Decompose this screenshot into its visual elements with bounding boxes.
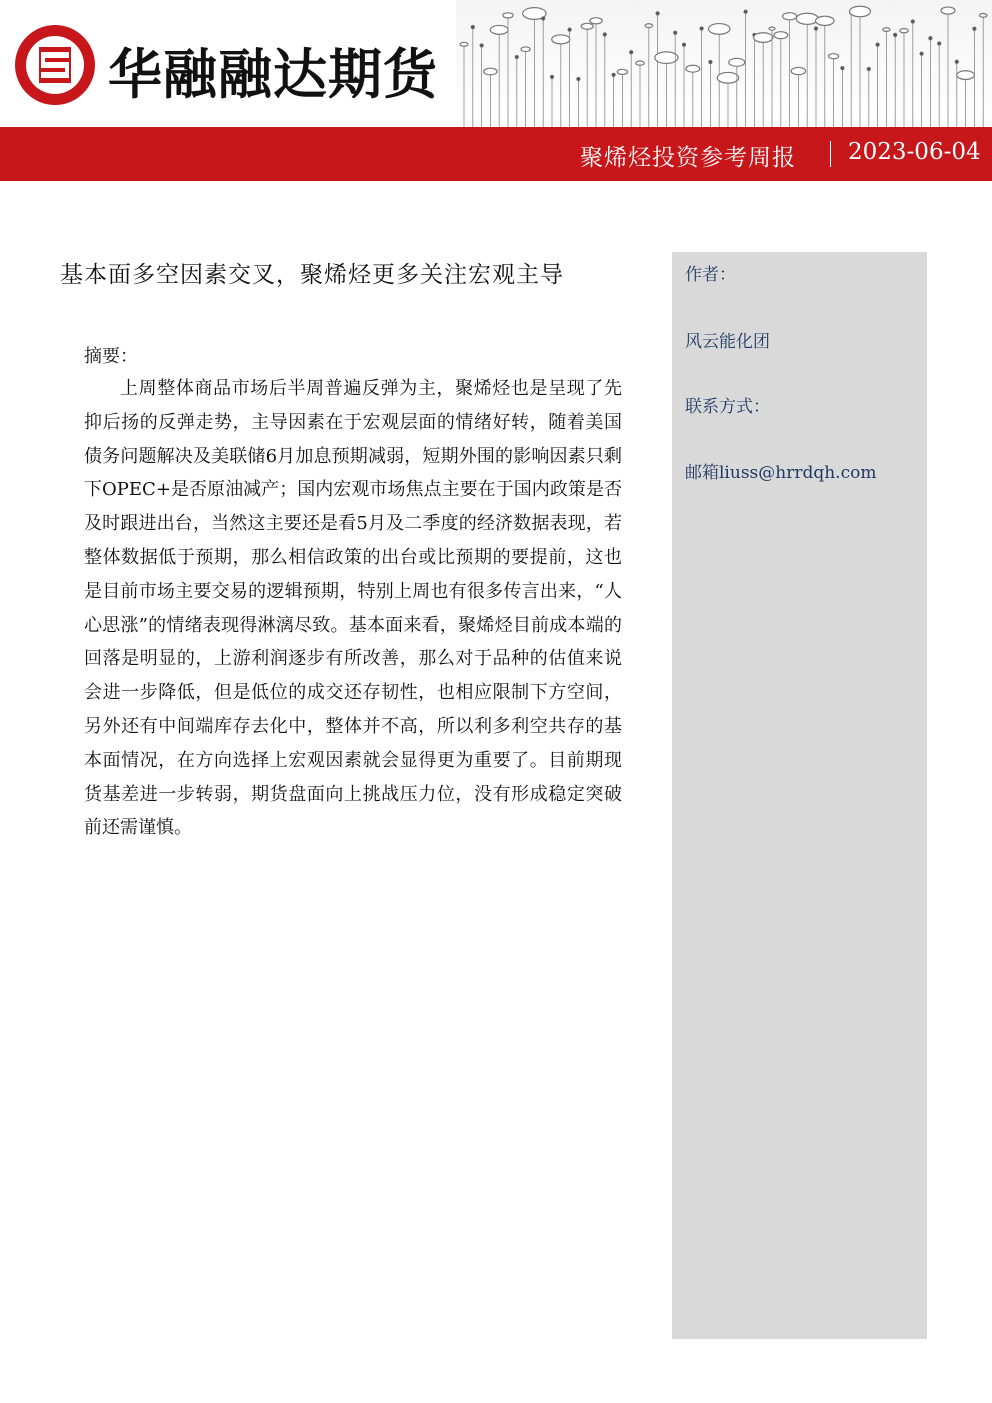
report-date: 2023-06-04 bbox=[848, 139, 981, 165]
author-label: 作者： bbox=[685, 265, 736, 285]
report-banner bbox=[0, 127, 992, 181]
document-title: 基本面多空因素交叉，聚烯烃更多关注宏观主导 bbox=[60, 262, 564, 288]
brand-name: 华融融达期货 bbox=[108, 43, 438, 106]
company-logo bbox=[10, 18, 440, 114]
report-name: 聚烯烃投资参考周报 bbox=[580, 145, 796, 171]
abstract-heading: 摘要： bbox=[84, 346, 138, 367]
author-name: 风云能化团 bbox=[685, 332, 770, 352]
author-sidebar bbox=[672, 252, 927, 1339]
header-decoration bbox=[456, 0, 992, 127]
logo-emblem-icon bbox=[12, 22, 98, 108]
abstract-body: 上周整体商品市场后半周普遍反弹为主，聚烯烃也是呈现了先抑后扬的反弹走势，主导因素在于宏观层面的情绪好转，随着美国债务问题解决及美联储6月加息预期减弱，短期外围的影响因素只剩下OPEC+是否原油减产；国内宏观市场焦点主要在于国内政策是否及时跟进出台，当然这主要还是看5月及二季度的经济数据表现，若整体数据低于预期，那么相信政策的出台或比预期的要提前，这也是目前市场主要交易的逻辑预期，特别上周也有很多传言出来，“人心思涨”的情绪表现得淋漓尽致。基本面来看，聚烯烃目前成本端的回落是明显的，上游利润逐步有所改善，那么对于品种的估值来说会进一步降低，但是低位的成交还存韧性，也相应限制下方空间，另外还有中间端库存去化中，整体并不高，所以利多利空共存的基本面情况，在方向选择上宏观因素就会显得更为重要了。目前期现货基差进一步转弱，期货盘面向上挑战压力位，没有形成稳定突破前还需谨慎。 bbox=[84, 378, 622, 839]
banner-divider bbox=[830, 141, 831, 167]
contact-label: 联系方式： bbox=[685, 397, 770, 417]
email-contact[interactable]: 邮箱liuss@hrrdqh.com bbox=[685, 463, 877, 483]
